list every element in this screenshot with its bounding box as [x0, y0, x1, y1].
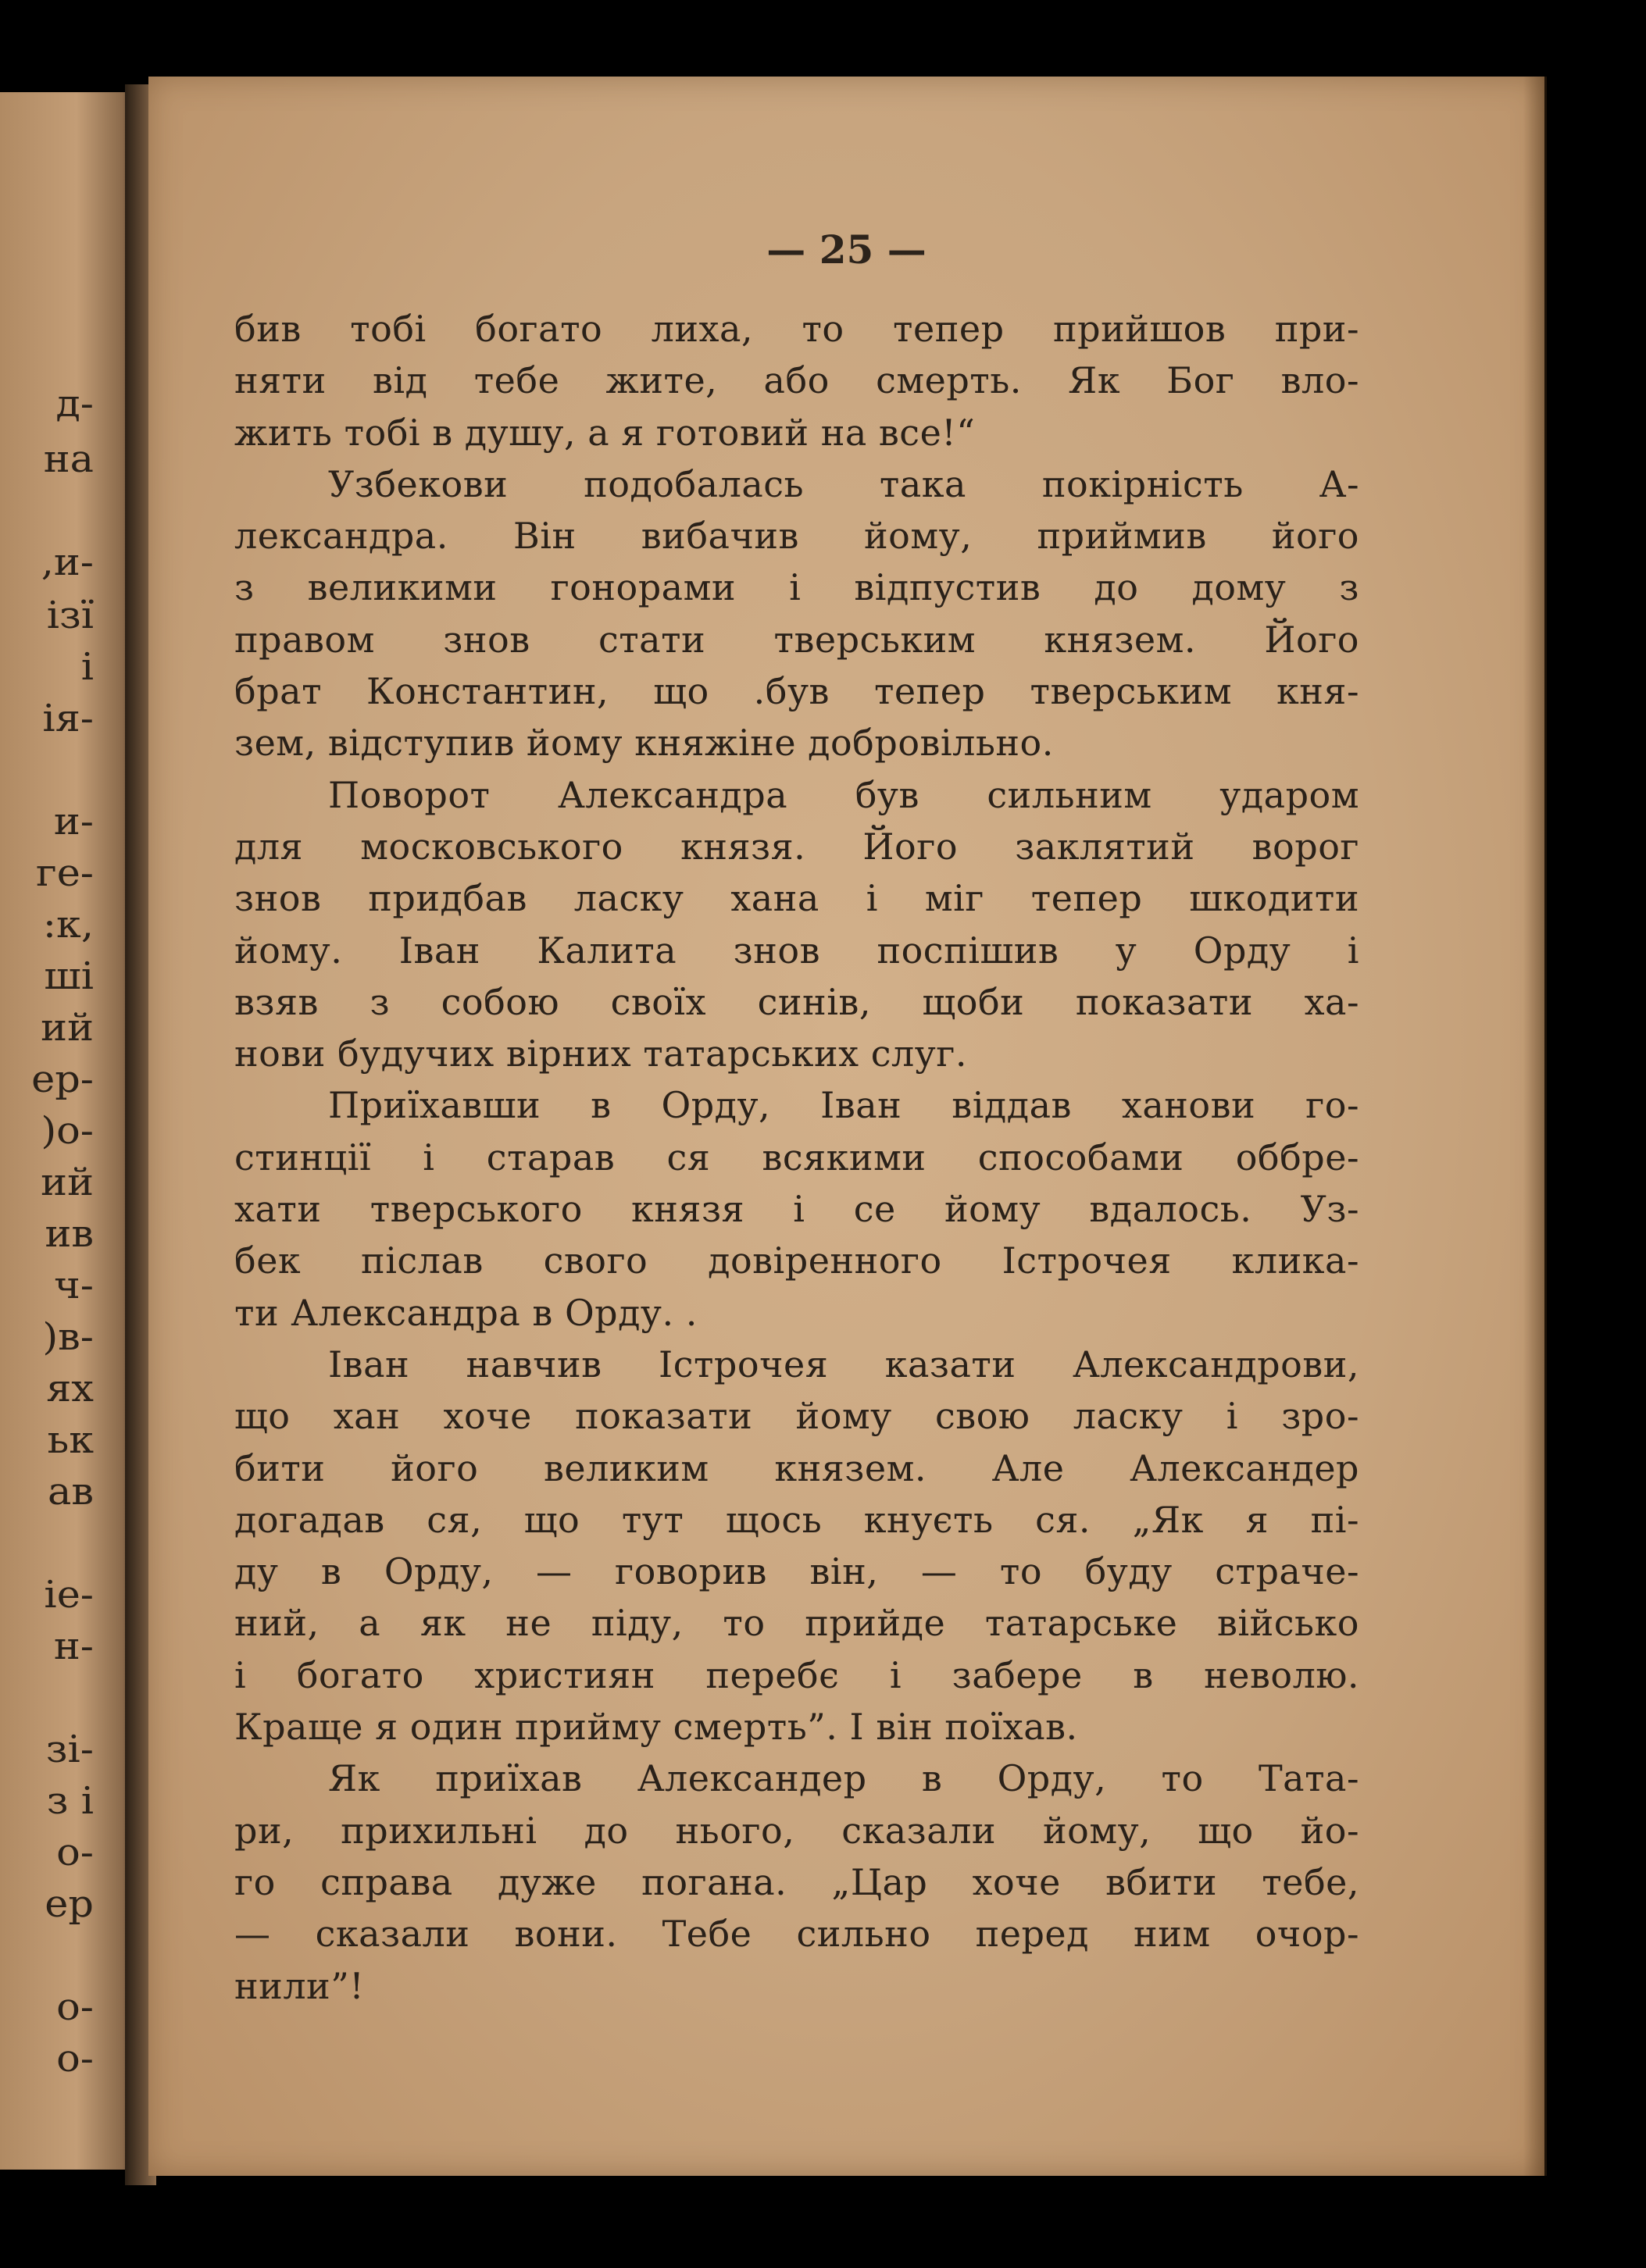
previous-page-fragment: з і: [46, 1779, 94, 1823]
page-edge-shadow: [1523, 77, 1547, 2176]
text-line: бив тобі богато лиха, то тепер прийшов при-: [234, 308, 1359, 350]
text-line: стинції і старав ся всякими способами оббре-: [234, 1136, 1359, 1179]
previous-page-fragment: ізї: [46, 594, 94, 637]
text-line: ду в Орду, — говорив він, — то буду страче-: [234, 1550, 1359, 1593]
previous-page-fragment: )о-: [41, 1109, 95, 1153]
text-line: з великими гонорами і відпустив до дому з: [234, 566, 1359, 609]
text-line: Краще я один прийму смерть”. І він поїхав.: [234, 1706, 1078, 1749]
text-line: і богато християн перебє і забере в неволю.: [234, 1653, 1359, 1696]
previous-page-fragment: ий: [41, 1161, 95, 1204]
text-line: Іван навчив Істрочея казати Александрови,: [328, 1343, 1359, 1385]
text-line: брат Константин, що .був тепер тверським кня-: [234, 670, 1359, 713]
text-line: Як приїхав Александер в Орду, то Тата-: [328, 1757, 1359, 1800]
previous-page-fragment: о-: [56, 2037, 94, 2081]
previous-page-fragment: н-: [53, 1624, 94, 1668]
previous-page-fragment: і: [80, 645, 94, 689]
text-line: нови будучих вірних татарських слуг.: [234, 1032, 967, 1075]
page-body-text: [234, 303, 1359, 2012]
previous-page-fragment: ер-: [31, 1057, 94, 1101]
text-line: ний, а як не піду, то прийде татарське військо: [234, 1602, 1359, 1645]
previous-page-fragment: д-: [55, 382, 94, 426]
previous-page-edge: [0, 92, 139, 2170]
text-line: нили”!: [234, 1964, 365, 2007]
previous-page-fragment: :к,: [42, 903, 94, 947]
text-line: ти Александра в Орду. .: [234, 1291, 698, 1334]
text-line: лександра. Він вибачив йому, приймив його: [234, 515, 1359, 558]
previous-page-fragment: ші: [44, 954, 94, 998]
previous-page-fragment: ія-: [42, 697, 94, 740]
previous-page-fragment: ав: [48, 1470, 94, 1514]
text-line: Приїхавши в Орду, Іван віддав ханови го-: [328, 1084, 1359, 1127]
previous-page-fragment: іе-: [44, 1573, 94, 1617]
previous-page-fragment: и-: [53, 800, 94, 843]
text-line: знов придбав ласку хана і міг тепер шкодити: [234, 877, 1359, 920]
text-line: го справа дуже погана. „Цар хоче вбити тебе,: [234, 1860, 1359, 1903]
previous-page-fragment: ив: [45, 1212, 94, 1256]
previous-page-fragment: ях: [46, 1367, 94, 1410]
text-line: для московського князя. Його заклятий ворог: [234, 825, 1359, 868]
text-line: жить тобі в душу, а я готовий на все!“: [234, 411, 976, 454]
previous-page-fragment: ьк: [47, 1418, 94, 1462]
previous-page-fragment: о-: [56, 1831, 94, 1874]
previous-page-fragment: о-: [56, 1985, 94, 2029]
previous-page-fragment: )в-: [42, 1315, 94, 1359]
text-line: Узбекови подобалась така покірність А-: [328, 462, 1359, 505]
text-line: — сказали вони. Тебе сильно перед ним очор-: [234, 1913, 1359, 1956]
text-line: бек післав свого довіренного Істрочея клика-: [234, 1239, 1359, 1282]
previous-page-fragment: ,и-: [41, 540, 94, 584]
text-line: хати тверського князя і се йому вдалось. Уз-: [234, 1188, 1359, 1231]
previous-page-fragment: на: [43, 437, 95, 481]
previous-page-fragment: ге-: [36, 851, 94, 895]
text-line: няти від тебе жите, або смерть. Як Бог вло-: [234, 359, 1359, 402]
text-line: Поворот Александра був сильним ударом: [328, 773, 1359, 816]
text-line: догадав ся, що тут щось кнуєть ся. „Як я пі-: [234, 1498, 1359, 1541]
text-line: йому. Іван Калита знов поспішив у Орду і: [234, 929, 1359, 972]
text-line: зем, відступив йому княжіне добровільно.: [234, 722, 1054, 765]
text-line: що хан хоче показати йому свою ласку і зро-: [234, 1395, 1359, 1438]
previous-page-fragment: ер: [45, 1882, 94, 1926]
text-line: ри, прихильні до нього, сказали йому, що йо-: [234, 1809, 1359, 1852]
text-line: правом знов стати тверським князем. Його: [234, 618, 1359, 661]
previous-page-fragment: зі-: [45, 1728, 94, 1771]
previous-page-fragment: ч-: [54, 1264, 94, 1307]
previous-page-fragment: ий: [41, 1006, 95, 1050]
text-line: взяв з собою своїх синів, щоби показати ха-: [234, 980, 1359, 1023]
page-number: — 25 —: [766, 226, 927, 273]
text-line: бити його великим князем. Але Александер: [234, 1446, 1359, 1489]
